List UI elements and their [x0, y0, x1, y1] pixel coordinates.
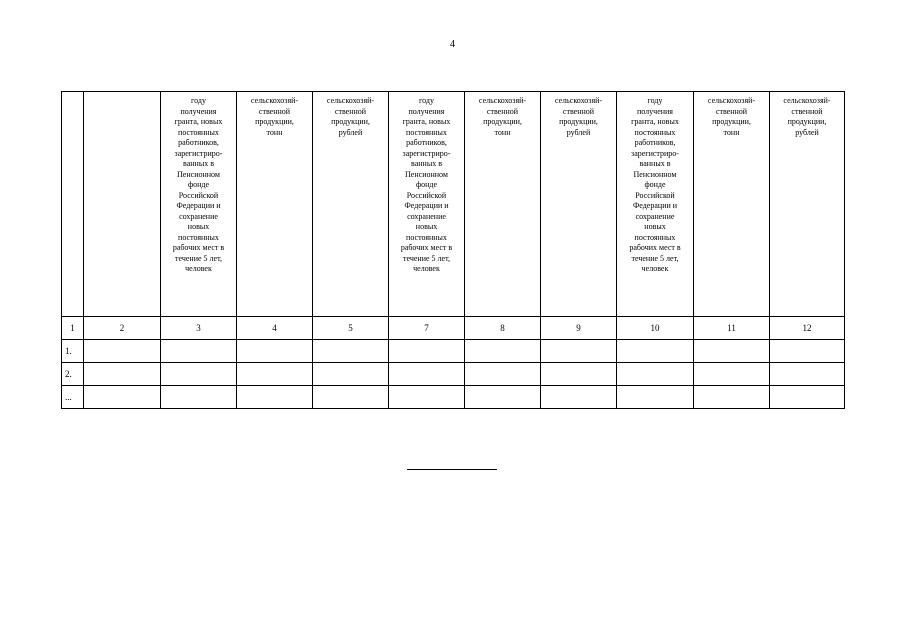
column-number-cell: 4 — [237, 317, 313, 340]
data-cell — [313, 363, 389, 386]
column-number-cell: 12 — [770, 317, 845, 340]
column-number-cell: 2 — [84, 317, 161, 340]
table-row — [62, 386, 845, 409]
data-cell — [770, 386, 845, 409]
column-number-cell: 7 — [389, 317, 465, 340]
table-row — [62, 363, 845, 386]
data-cell — [465, 340, 541, 363]
data-cell — [237, 363, 313, 386]
column-number-cell: 1 — [62, 317, 84, 340]
row-label: 2. — [62, 363, 84, 386]
data-cell — [237, 340, 313, 363]
header-cell: году получения гранта, новых постоянных работников, зарегистриро- ванных в Пенсионном фонде Российской Федерации и сохранение новых постоянных рабочих мест в течение 5 лет, человек — [161, 92, 237, 317]
column-number-cell: 11 — [694, 317, 770, 340]
data-cell — [161, 340, 237, 363]
column-number-cell: 3 — [161, 317, 237, 340]
header-cell: сельскохозяй- ственной продукции, тонн — [694, 92, 770, 317]
data-cell — [694, 386, 770, 409]
header-cell: сельскохозяй- ственной продукции, тонн — [465, 92, 541, 317]
data-cell — [389, 340, 465, 363]
data-cell — [465, 363, 541, 386]
data-cell — [694, 363, 770, 386]
data-cell — [389, 386, 465, 409]
header-cell: сельскохозяй- ственной продукции, тонн — [237, 92, 313, 317]
data-cell — [694, 340, 770, 363]
page-number: 4 — [450, 39, 455, 50]
column-number-cell: 8 — [465, 317, 541, 340]
header-cell — [84, 92, 161, 317]
data-cell — [84, 386, 161, 409]
data-cell — [84, 363, 161, 386]
data-cell — [541, 386, 617, 409]
row-label: 1. — [62, 340, 84, 363]
data-cell — [617, 386, 694, 409]
data-cell — [161, 386, 237, 409]
header-cell: году получения гранта, новых постоянных работников, зарегистриро- ванных в Пенсионном фонде Российской Федерации и сохранение новых постоянных рабочих мест в течение 5 лет, человек — [617, 92, 694, 317]
data-cell — [161, 363, 237, 386]
header-cell: сельскохозяй- ственной продукции, рублей — [770, 92, 845, 317]
footnote-separator-line — [407, 469, 497, 470]
column-number-cell: 10 — [617, 317, 694, 340]
header-cell — [62, 92, 84, 317]
data-cell — [541, 340, 617, 363]
data-cell — [770, 340, 845, 363]
column-number-cell: 9 — [541, 317, 617, 340]
data-cell — [313, 340, 389, 363]
header-cell: сельскохозяй- ственной продукции, рублей — [313, 92, 389, 317]
data-cell — [313, 386, 389, 409]
column-number-row — [62, 317, 845, 340]
report-table — [61, 91, 845, 409]
data-cell — [770, 363, 845, 386]
header-cell: сельскохозяй- ственной продукции, рублей — [541, 92, 617, 317]
data-cell — [541, 363, 617, 386]
data-cell — [617, 363, 694, 386]
data-cell — [389, 363, 465, 386]
table-row — [62, 340, 845, 363]
data-cell — [465, 386, 541, 409]
data-cell — [84, 340, 161, 363]
row-label: ... — [62, 386, 84, 409]
table-header-row — [62, 92, 845, 317]
data-cell — [617, 340, 694, 363]
column-number-cell: 5 — [313, 317, 389, 340]
data-cell — [237, 386, 313, 409]
header-cell: году получения гранта, новых постоянных работников, зарегистриро- ванных в Пенсионном фонде Российской Федерации и сохранение новых постоянных рабочих мест в течение 5 лет, человек — [389, 92, 465, 317]
